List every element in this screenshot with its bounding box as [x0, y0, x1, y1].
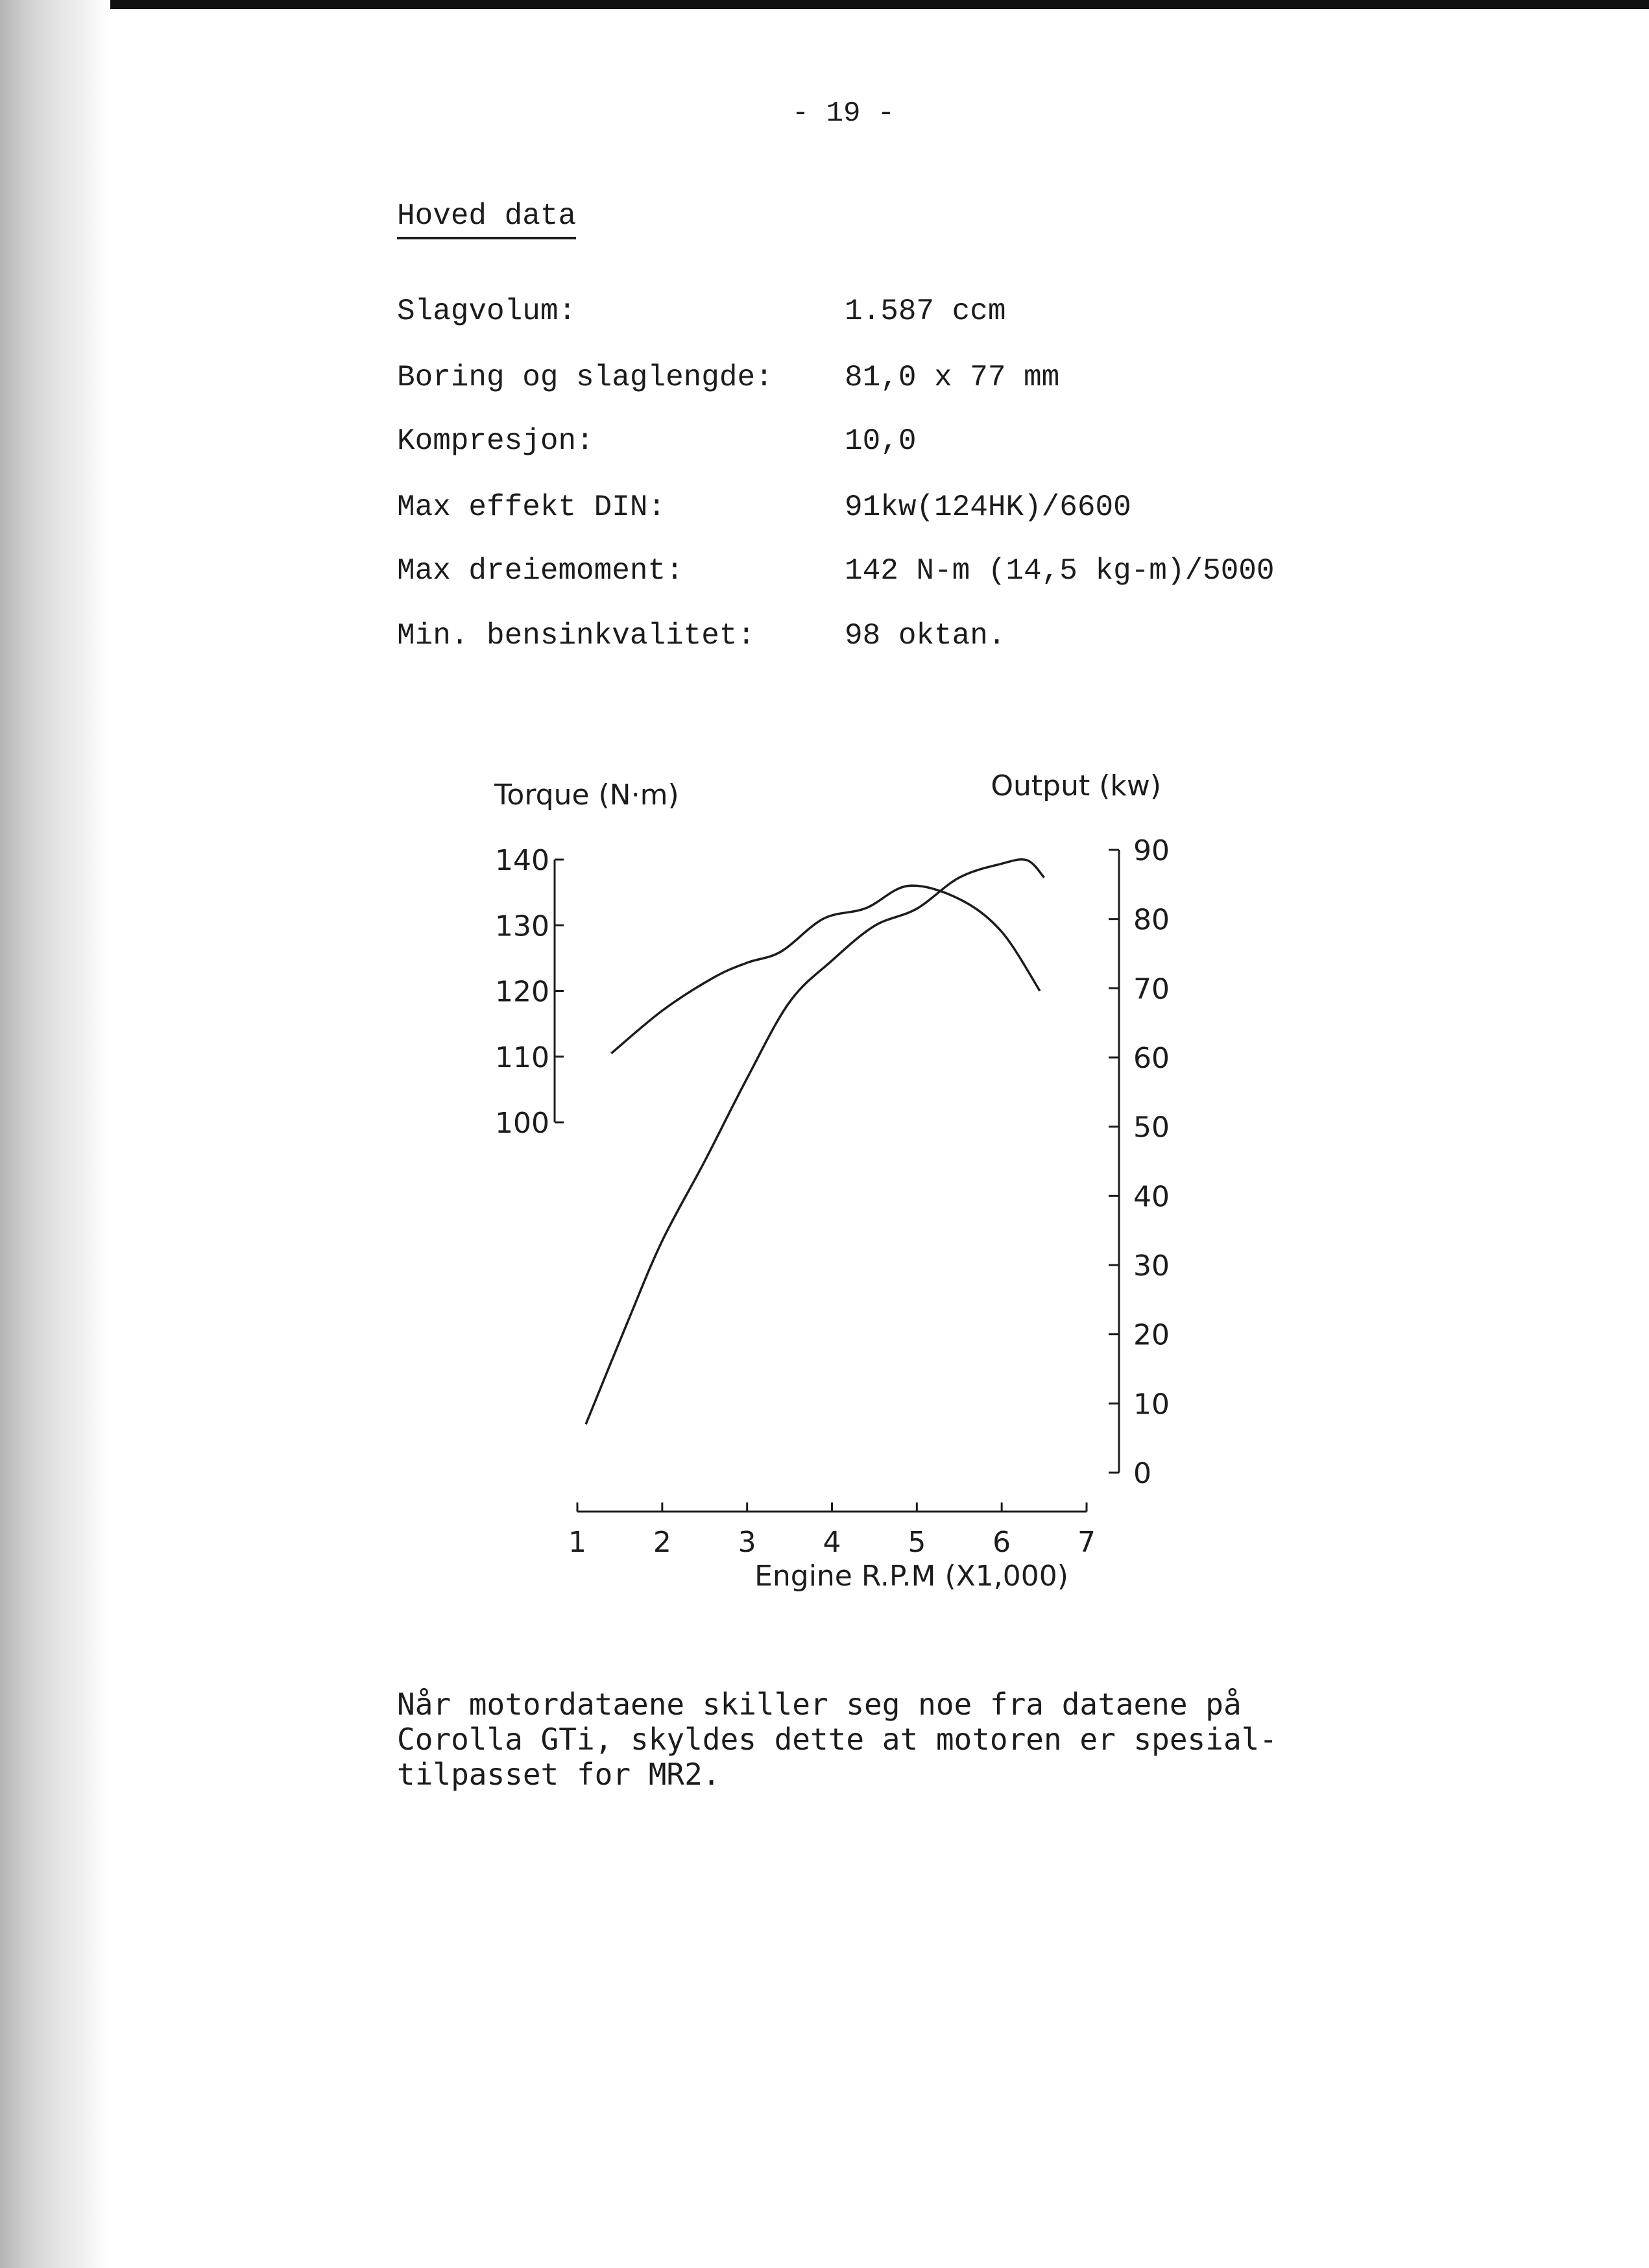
spec-row	[397, 293, 1005, 330]
x-axis-label: Engine R.P.M (X1,000)	[754, 1560, 1068, 1593]
spec-label: Kompresjon:	[397, 424, 594, 458]
left-tick-label: 120	[495, 975, 549, 1009]
section-heading: Hoved data	[397, 198, 576, 239]
x-tick-label: 7	[1077, 1526, 1096, 1559]
footer-note	[397, 1687, 1277, 1792]
left-tick-label: 140	[495, 844, 549, 877]
scan-top-edge	[0, 0, 1649, 9]
torque-curve	[611, 886, 1040, 1054]
engine-chart	[454, 753, 1233, 1609]
output-curve	[586, 860, 1044, 1425]
right-tick-label: 20	[1133, 1318, 1170, 1352]
right-tick-label: 50	[1133, 1111, 1170, 1144]
spec-row	[397, 359, 1059, 396]
right-tick-label: 0	[1133, 1457, 1151, 1490]
spec-value: 10,0	[845, 424, 917, 458]
spec-label: Max dreiemoment:	[397, 554, 684, 588]
spec-value: 1.587 ccm	[845, 295, 1006, 328]
footer-line: Corolla GTi, skyldes dette at motoren er spesial-	[397, 1722, 1278, 1757]
right-axis-label: Output (kw)	[991, 769, 1161, 802]
left-tick-label: 110	[495, 1041, 549, 1074]
x-tick-label: 4	[823, 1526, 841, 1559]
right-tick-label: 60	[1133, 1042, 1170, 1075]
right-tick-label: 40	[1133, 1180, 1170, 1214]
chart-axes	[555, 850, 1119, 1512]
spec-label: Boring og slaglengde:	[397, 361, 773, 394]
spec-label: Min. bensinkvalitet:	[397, 619, 756, 653]
engine-chart-svg	[454, 753, 1233, 1609]
spec-row	[397, 553, 1275, 589]
left-tick-label: 100	[495, 1107, 549, 1140]
x-tick-label: 1	[568, 1526, 586, 1559]
spec-row	[397, 423, 916, 459]
left-axis-label: Torque (N·m)	[494, 778, 679, 812]
x-tick-label: 2	[653, 1526, 671, 1559]
left-tick-label: 130	[495, 910, 549, 943]
footer-line: Når motordataene skiller seg noe fra dataene på	[397, 1687, 1242, 1722]
scan-binding-shadow	[0, 0, 110, 2268]
chart-tick-labels	[495, 834, 1170, 1559]
spec-value: 98 oktan.	[845, 619, 1006, 653]
x-tick-label: 3	[738, 1526, 756, 1559]
spec-value: 142 N-m (14,5 kg-m)/5000	[845, 554, 1275, 588]
spec-label: Max effekt DIN:	[397, 490, 666, 524]
spec-value: 81,0 x 77 mm	[845, 361, 1060, 394]
spec-label: Slagvolum:	[397, 295, 577, 328]
x-tick-label: 6	[993, 1526, 1011, 1559]
chart-series	[586, 860, 1044, 1425]
right-tick-label: 10	[1133, 1388, 1170, 1421]
footer-line: tilpasset for MR2.	[397, 1757, 721, 1792]
spec-row	[397, 618, 1005, 654]
page-number: - 19 -	[791, 97, 895, 130]
spec-value: 91kw(124HK)/6600	[845, 490, 1131, 524]
right-tick-label: 70	[1133, 972, 1170, 1006]
spec-row	[397, 489, 1131, 525]
right-tick-label: 80	[1133, 903, 1170, 937]
right-tick-label: 30	[1133, 1249, 1170, 1283]
x-tick-label: 5	[908, 1526, 926, 1559]
right-tick-label: 90	[1133, 834, 1170, 867]
